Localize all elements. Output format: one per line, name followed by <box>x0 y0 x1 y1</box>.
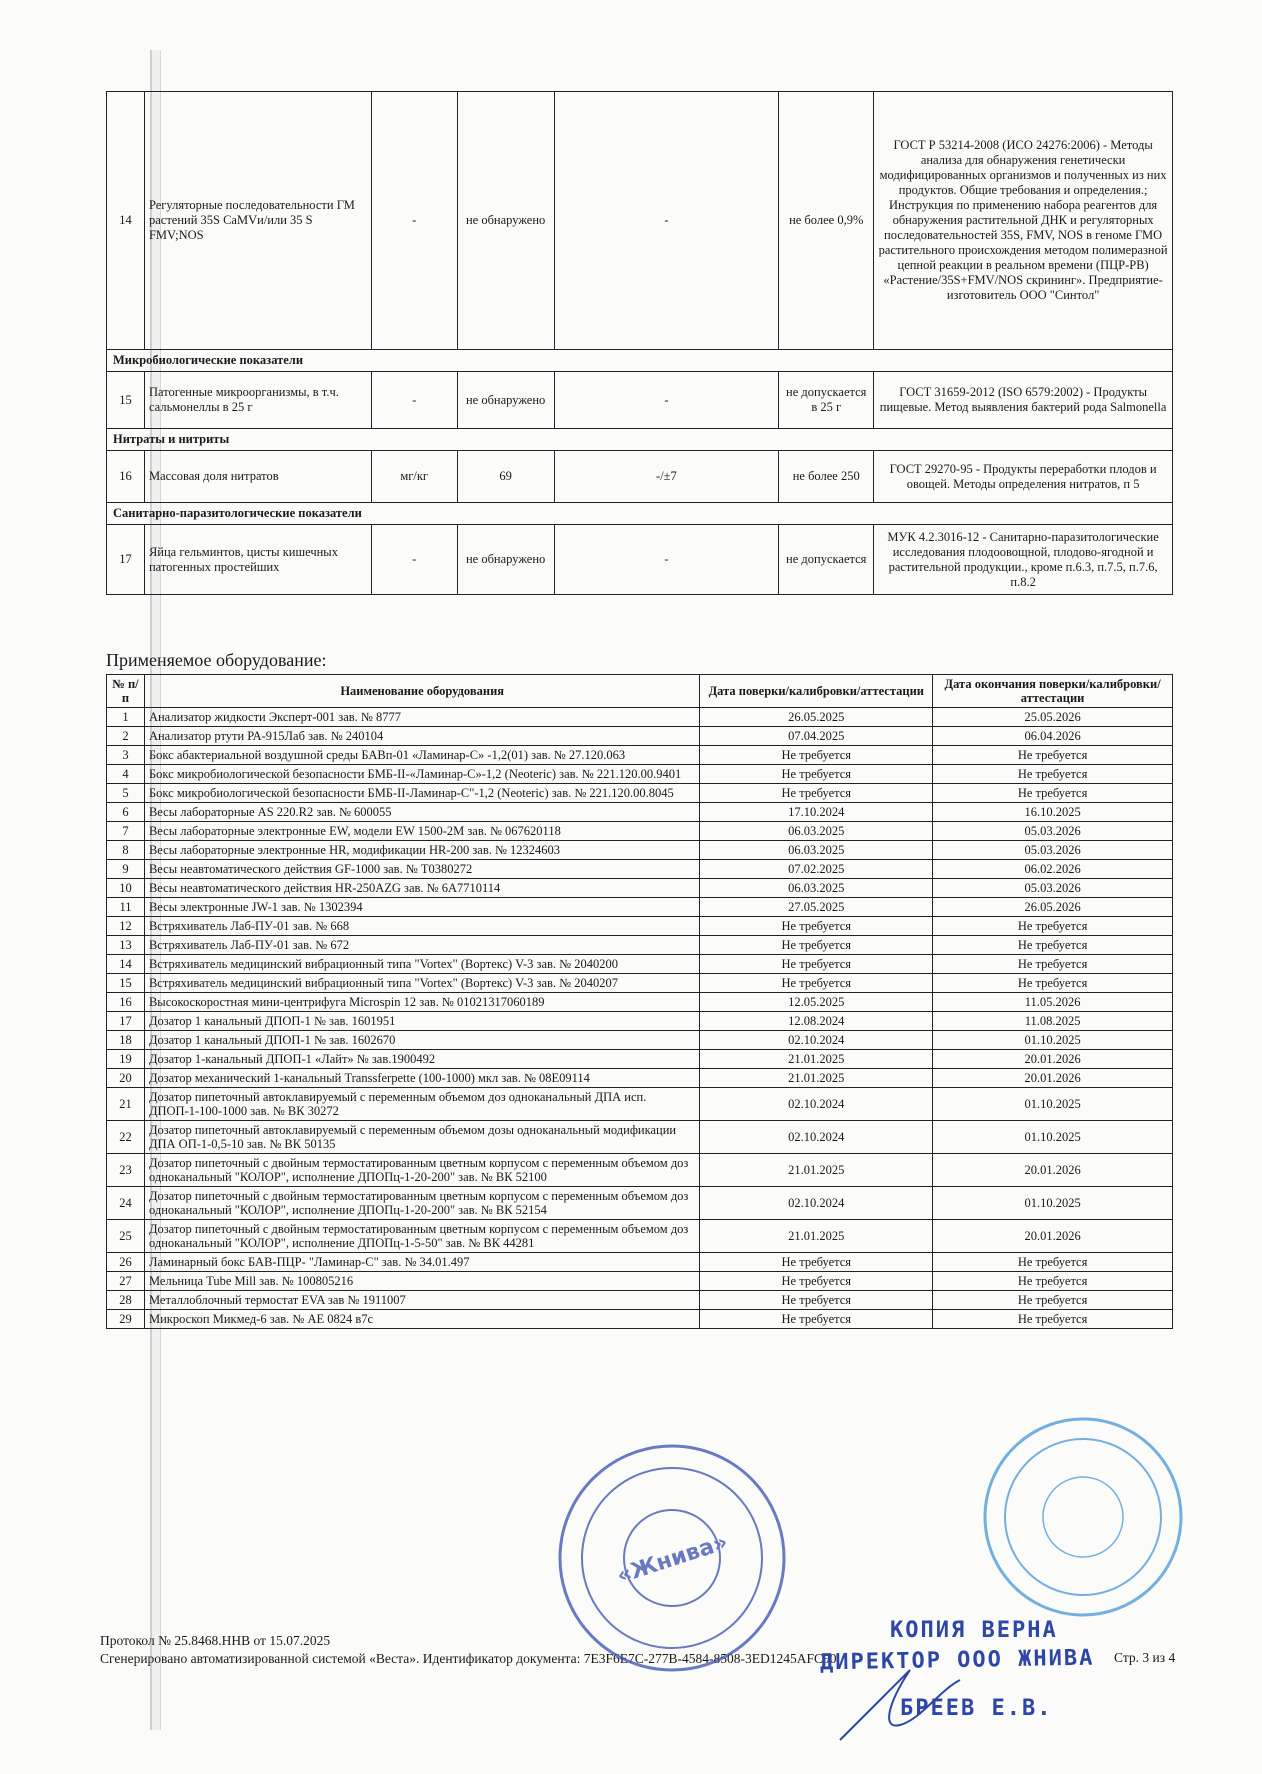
indicator-name: Регуляторные последовательности ГМ растений 35S CaMVи/или 35 S FMV;NOS <box>144 92 371 350</box>
equipment-end: 25.05.2026 <box>933 708 1173 727</box>
indicator-error: - <box>554 372 779 429</box>
header-num: № п/п <box>107 675 145 708</box>
equipment-end: 11.08.2025 <box>933 1012 1173 1031</box>
equipment-date: 17.10.2024 <box>700 803 933 822</box>
equipment-date: Не требуется <box>700 1310 933 1329</box>
indicator-num: 16 <box>107 451 145 503</box>
equipment-date: 21.01.2025 <box>700 1069 933 1088</box>
equipment-name: Анализатор жидкости Эксперт-001 зав. № 8777 <box>144 708 699 727</box>
equipment-row <box>107 727 1173 746</box>
indicator-unit: - <box>371 525 457 595</box>
equipment-table <box>106 674 1173 1329</box>
equipment-end: Не требуется <box>933 1253 1173 1272</box>
equipment-row <box>107 822 1173 841</box>
equipment-num: 10 <box>107 879 145 898</box>
indicator-num: 17 <box>107 525 145 595</box>
equipment-name: Микроскоп Микмед-6 зав. № AE 0824 в7с <box>144 1310 699 1329</box>
equipment-end: Не требуется <box>933 1310 1173 1329</box>
equipment-end: 26.05.2026 <box>933 898 1173 917</box>
equipment-name: Дозатор пипеточный автоклавируемый с переменным объемом доз одноканальный ДПА исп. ДПОП-1-100-1000 зав. № ВК 30272 <box>144 1088 699 1121</box>
equipment-end: 01.10.2025 <box>933 1121 1173 1154</box>
company-seal-left <box>552 1438 792 1678</box>
equipment-name: Бокс микробиологической безопасности БМБ-II-«Ламинар-С»-1,2 (Neoteric) зав. № 221.120.00.9401 <box>144 765 699 784</box>
indicator-error: -/±7 <box>554 451 779 503</box>
indicators-table <box>106 91 1173 595</box>
equipment-num: 7 <box>107 822 145 841</box>
indicator-norm: не допускается в 25 г <box>779 372 874 429</box>
equipment-date: 02.10.2024 <box>700 1121 933 1154</box>
equipment-name: Высокоскоростная мини-центрифуга Microspin 12 зав. № 01021317060189 <box>144 993 699 1012</box>
svg-text:«Жнива»: «Жнива» <box>614 1529 731 1590</box>
equipment-num: 16 <box>107 993 145 1012</box>
equipment-num: 20 <box>107 1069 145 1088</box>
equipment-row <box>107 1310 1173 1329</box>
equipment-num: 28 <box>107 1291 145 1310</box>
equipment-end: Не требуется <box>933 765 1173 784</box>
equipment-row <box>107 1121 1173 1154</box>
equipment-heading: Применяемое оборудование: <box>106 650 327 670</box>
copy-certified-stamp: КОПИЯ ВЕРНА ДИРЕКТОР ООО ЖНИВА БРЕЕВ Е.В. <box>819 1618 1095 1721</box>
equipment-date: Не требуется <box>700 1291 933 1310</box>
indicator-row <box>107 92 1173 350</box>
indicator-method: МУК 4.2.3016-12 - Санитарно-паразитологические исследования плодоовощной, плодово-ягодной и растительной продукции., кроме п.6.3, п.7.5, п.7.6, п.8.2 <box>874 525 1173 595</box>
equipment-end: Не требуется <box>933 936 1173 955</box>
equipment-date: Не требуется <box>700 1253 933 1272</box>
equipment-name: Дозатор пипеточный автоклавируемый с переменным объемом дозы одноканальный модификации ДПА ОП-1-0,5-10 зав. № ВК 50135 <box>144 1121 699 1154</box>
indicator-norm: не допускается <box>779 525 874 595</box>
equipment-date: Не требуется <box>700 784 933 803</box>
equipment-name: Встряхиватель медицинский вибрационный типа "Vortex" (Вортекс) V-3 зав. № 2040200 <box>144 955 699 974</box>
equipment-date: Не требуется <box>700 1272 933 1291</box>
equipment-date: Не требуется <box>700 936 933 955</box>
equipment-num: 21 <box>107 1088 145 1121</box>
equipment-end: Не требуется <box>933 784 1173 803</box>
equipment-num: 24 <box>107 1187 145 1220</box>
equipment-row <box>107 955 1173 974</box>
equipment-date: 26.05.2025 <box>700 708 933 727</box>
equipment-num: 11 <box>107 898 145 917</box>
equipment-name: Весы лабораторные AS 220.R2 зав. № 600055 <box>144 803 699 822</box>
equipment-name: Встряхиватель медицинский вибрационный типа "Vortex" (Вортекс) V-3 зав. № 2040207 <box>144 974 699 993</box>
equipment-num: 6 <box>107 803 145 822</box>
equipment-end: 01.10.2025 <box>933 1088 1173 1121</box>
indicator-num: 15 <box>107 372 145 429</box>
section-row <box>107 350 1173 372</box>
equipment-date: 02.10.2024 <box>700 1088 933 1121</box>
equipment-date: 21.01.2025 <box>700 1220 933 1253</box>
equipment-name: Бокс абактериальной воздушной среды БАВп-01 «Ламинар-С» -1,2(01) зав. № 27.120.063 <box>144 746 699 765</box>
equipment-num: 4 <box>107 765 145 784</box>
equipment-name: Весы лабораторные электронные EW, модели EW 1500-2M зав. № 067620118 <box>144 822 699 841</box>
equipment-row <box>107 1031 1173 1050</box>
section-row <box>107 503 1173 525</box>
header-end: Дата окончания поверки/калибровки/аттестации <box>933 675 1173 708</box>
equipment-end: Не требуется <box>933 1291 1173 1310</box>
section-title: Нитраты и нитриты <box>107 429 1173 451</box>
equipment-name: Мельница Tube Mill зав. № 100805216 <box>144 1272 699 1291</box>
indicator-method: ГОСТ 29270-95 - Продукты переработки плодов и овощей. Методы определения нитратов, п 5 <box>874 451 1173 503</box>
equipment-date: 21.01.2025 <box>700 1154 933 1187</box>
equipment-num: 27 <box>107 1272 145 1291</box>
equipment-row <box>107 993 1173 1012</box>
equipment-end: 20.01.2026 <box>933 1220 1173 1253</box>
equipment-row <box>107 1154 1173 1187</box>
equipment-row <box>107 1050 1173 1069</box>
equipment-row <box>107 841 1173 860</box>
indicator-result: не обнаружено <box>457 372 554 429</box>
equipment-name: Дозатор пипеточный с двойным термостатированным цветным корпусом с переменным объемом доз одноканальный "КОЛОР", исполнение ДПОПц-1-20-200" зав. № ВК 52154 <box>144 1187 699 1220</box>
equipment-row <box>107 1012 1173 1031</box>
equipment-end: 05.03.2026 <box>933 841 1173 860</box>
equipment-end: Не требуется <box>933 1272 1173 1291</box>
equipment-name: Встряхиватель Лаб-ПУ-01 зав. № 668 <box>144 917 699 936</box>
equipment-name: Весы неавтоматического действия HR-250AZG зав. № 6A7710114 <box>144 879 699 898</box>
equipment-row <box>107 974 1173 993</box>
equipment-row <box>107 1220 1173 1253</box>
indicator-result: 69 <box>457 451 554 503</box>
protocol-number: Протокол № 25.8468.ННВ от 15.07.2025 <box>100 1633 331 1648</box>
equipment-name: Дозатор пипеточный с двойным термостатированным цветным корпусом с переменным объемом доз одноканальный "КОЛОР", исполнение ДПОПц-1-20-200" зав. № ВК 52100 <box>144 1154 699 1187</box>
equipment-num: 22 <box>107 1121 145 1154</box>
equipment-date: 06.03.2025 <box>700 822 933 841</box>
equipment-num: 17 <box>107 1012 145 1031</box>
equipment-date: 07.02.2025 <box>700 860 933 879</box>
indicator-norm: не более 250 <box>779 451 874 503</box>
indicator-unit: - <box>371 92 457 350</box>
generated-note: Сгенерировано автоматизированной системой «Веста». Идентификатор документа: 7E3F6E7C-277B-4584-8508-3ED1245AFC90 <box>100 1651 837 1666</box>
equipment-num: 3 <box>107 746 145 765</box>
indicator-result: не обнаружено <box>457 92 554 350</box>
equipment-row <box>107 708 1173 727</box>
indicator-row <box>107 372 1173 429</box>
company-seal-right <box>978 1412 1188 1622</box>
equipment-date: Не требуется <box>700 955 933 974</box>
equipment-date: 02.10.2024 <box>700 1187 933 1220</box>
equipment-date: 06.03.2025 <box>700 879 933 898</box>
equipment-num: 12 <box>107 917 145 936</box>
equipment-num: 9 <box>107 860 145 879</box>
equipment-end: Не требуется <box>933 974 1173 993</box>
indicator-name: Массовая доля нитратов <box>144 451 371 503</box>
equipment-name: Бокс микробиологической безопасности БМБ-II-Ламинар-С"-1,2 (Neoteric) зав. № 221.120.00.8045 <box>144 784 699 803</box>
equipment-num: 23 <box>107 1154 145 1187</box>
equipment-row <box>107 1272 1173 1291</box>
indicator-row <box>107 451 1173 503</box>
equipment-date: Не требуется <box>700 974 933 993</box>
indicator-unit: - <box>371 372 457 429</box>
equipment-date: Не требуется <box>700 765 933 784</box>
indicator-num: 14 <box>107 92 145 350</box>
equipment-row <box>107 1253 1173 1272</box>
equipment-end: 05.03.2026 <box>933 879 1173 898</box>
equipment-name: Металлоблочный термостат EVA зав № 1911007 <box>144 1291 699 1310</box>
equipment-name: Ламинарный бокс БАВ-ПЦР- "Ламинар-С" зав. № 34.01.497 <box>144 1253 699 1272</box>
equipment-num: 5 <box>107 784 145 803</box>
equipment-date: 27.05.2025 <box>700 898 933 917</box>
equipment-row <box>107 879 1173 898</box>
indicator-method: ГОСТ Р 53214-2008 (ИСО 24276:2006) - Методы анализа для обнаружения генетически модифицированных организмов и полученных из них продуктов. Общие требования и определения.; Инструкция по применению набора реагентов для обнаружения растительной ДНК и регуляторных последовательностей 35S, FMV, NOS в геноме ГМО растительного происхождения методом полимеразной цепной реакции в реальном времени (ПЦР-РВ) «Растение/35S+FMV/NOS скрининг». Предприятие-изготовитель ООО "Синтол" <box>874 92 1173 350</box>
indicator-norm: не более 0,9% <box>779 92 874 350</box>
equipment-num: 2 <box>107 727 145 746</box>
indicator-result: не обнаружено <box>457 525 554 595</box>
equipment-name: Весы электронные JW-1 зав. № 1302394 <box>144 898 699 917</box>
equipment-end: 05.03.2026 <box>933 822 1173 841</box>
equipment-num: 8 <box>107 841 145 860</box>
equipment-name: Дозатор механический 1-канальный Transsferpette (100-1000) мкл зав. № 08E09114 <box>144 1069 699 1088</box>
section-title: Санитарно-паразитологические показатели <box>107 503 1173 525</box>
equipment-end: 06.04.2026 <box>933 727 1173 746</box>
equipment-name: Весы неавтоматического действия GF-1000 зав. № T0380272 <box>144 860 699 879</box>
equipment-date: 12.08.2024 <box>700 1012 933 1031</box>
equipment-date: Не требуется <box>700 746 933 765</box>
equipment-date: 12.05.2025 <box>700 993 933 1012</box>
equipment-num: 26 <box>107 1253 145 1272</box>
equipment-row <box>107 1088 1173 1121</box>
equipment-num: 19 <box>107 1050 145 1069</box>
equipment-date: 07.04.2025 <box>700 727 933 746</box>
equipment-name: Дозатор пипеточный с двойным термостатированным цветным корпусом с переменным объемом доз одноканальный "КОЛОР", исполнение ДПОПц-1-5-50" зав. № ВК 44281 <box>144 1220 699 1253</box>
equipment-row <box>107 1069 1173 1088</box>
equipment-end: Не требуется <box>933 955 1173 974</box>
equipment-num: 18 <box>107 1031 145 1050</box>
equipment-end: 06.02.2026 <box>933 860 1173 879</box>
indicator-unit: мг/кг <box>371 451 457 503</box>
equipment-num: 25 <box>107 1220 145 1253</box>
equipment-num: 1 <box>107 708 145 727</box>
equipment-name: Встряхиватель Лаб-ПУ-01 зав. № 672 <box>144 936 699 955</box>
equipment-end: 11.05.2026 <box>933 993 1173 1012</box>
equipment-num: 29 <box>107 1310 145 1329</box>
equipment-num: 14 <box>107 955 145 974</box>
indicator-error: - <box>554 92 779 350</box>
indicator-method: ГОСТ 31659-2012 (ISO 6579:2002) - Продукты пищевые. Метод выявления бактерий рода Salmonella <box>874 372 1173 429</box>
equipment-num: 15 <box>107 974 145 993</box>
header-date: Дата поверки/калибровки/аттестации <box>700 675 933 708</box>
indicator-name: Яйца гельминтов, цисты кишечных патогенных простейших <box>144 525 371 595</box>
equipment-row <box>107 936 1173 955</box>
equipment-name: Анализатор ртути РА-915Лаб зав. № 240104 <box>144 727 699 746</box>
equipment-end: 16.10.2025 <box>933 803 1173 822</box>
section-title: Микробиологические показатели <box>107 350 1173 372</box>
equipment-end: Не требуется <box>933 746 1173 765</box>
header-name: Наименование оборудования <box>144 675 699 708</box>
equipment-name: Дозатор 1 канальный ДПОП-1 № зав. 1601951 <box>144 1012 699 1031</box>
equipment-date: 02.10.2024 <box>700 1031 933 1050</box>
equipment-date: 06.03.2025 <box>700 841 933 860</box>
section-row <box>107 429 1173 451</box>
equipment-end: 20.01.2026 <box>933 1050 1173 1069</box>
equipment-end: 20.01.2026 <box>933 1069 1173 1088</box>
equipment-row <box>107 784 1173 803</box>
indicator-row <box>107 525 1173 595</box>
equipment-end: Не требуется <box>933 917 1173 936</box>
indicator-name: Патогенные микроорганизмы, в т.ч. сальмонеллы в 25 г <box>144 372 371 429</box>
equipment-header-row <box>107 675 1173 708</box>
equipment-name: Дозатор 1-канальный ДПОП-1 «Лайт» № зав.1900492 <box>144 1050 699 1069</box>
equipment-name: Дозатор 1 канальный ДПОП-1 № зав. 1602670 <box>144 1031 699 1050</box>
equipment-num: 13 <box>107 936 145 955</box>
page-number: Стр. 3 из 4 <box>1114 1650 1176 1665</box>
equipment-row <box>107 898 1173 917</box>
signature <box>830 1660 970 1750</box>
equipment-row <box>107 917 1173 936</box>
equipment-row <box>107 860 1173 879</box>
equipment-row <box>107 1291 1173 1310</box>
equipment-name: Весы лабораторные электронные HR, модификации HR-200 зав. № 12324603 <box>144 841 699 860</box>
equipment-row <box>107 746 1173 765</box>
equipment-end: 01.10.2025 <box>933 1031 1173 1050</box>
indicator-error: - <box>554 525 779 595</box>
equipment-date: 21.01.2025 <box>700 1050 933 1069</box>
equipment-date: Не требуется <box>700 917 933 936</box>
equipment-row <box>107 803 1173 822</box>
equipment-row <box>107 1187 1173 1220</box>
equipment-row <box>107 765 1173 784</box>
equipment-end: 20.01.2026 <box>933 1154 1173 1187</box>
equipment-end: 01.10.2025 <box>933 1187 1173 1220</box>
